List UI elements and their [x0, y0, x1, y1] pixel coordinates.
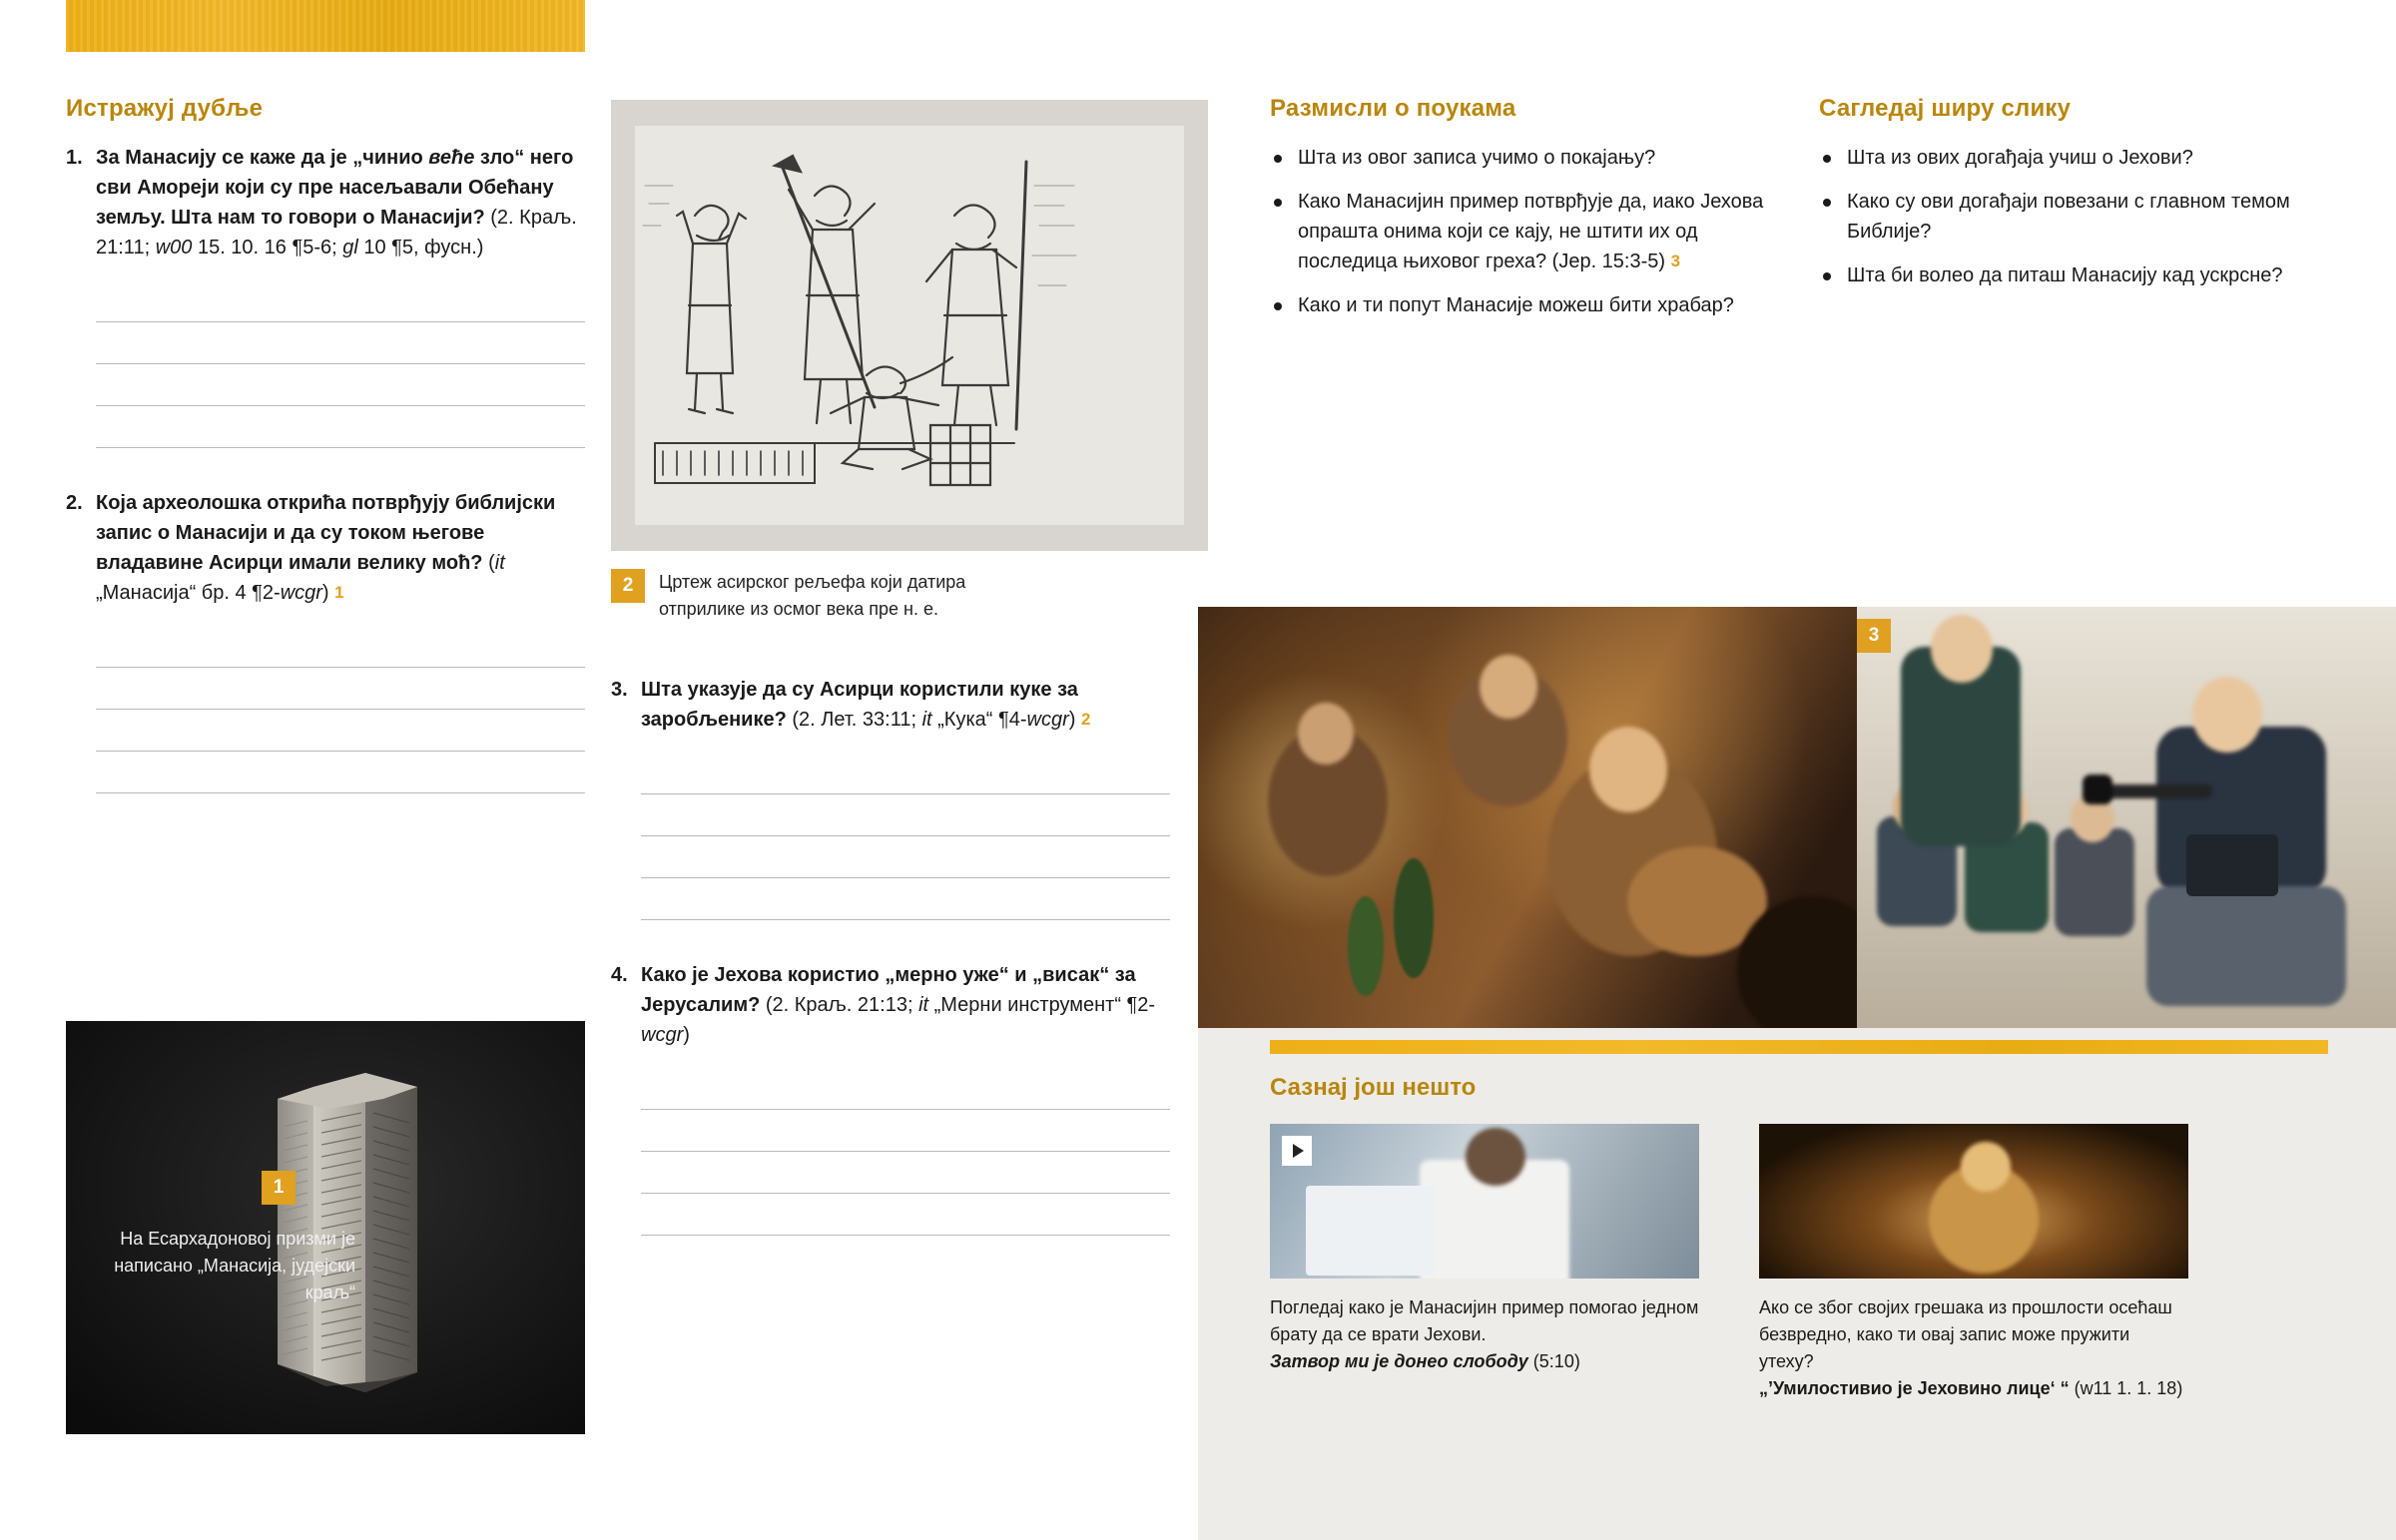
- assyrian-relief-figure: [611, 100, 1208, 551]
- answer-lines-q4[interactable]: [641, 1068, 1170, 1236]
- accent-bar-texture: [66, 0, 585, 52]
- question-text: [96, 143, 585, 262]
- question-item-3: [611, 675, 1170, 735]
- question-number: 2.: [66, 492, 83, 514]
- learn-more-title: Сазнај још нешто: [1270, 1074, 1477, 1101]
- reference-italic-1: w00: [155, 237, 193, 258]
- big-picture-column: [1819, 95, 2348, 304]
- figure-1-badge: 1: [262, 1171, 296, 1205]
- figure-3-badge: 3: [1857, 619, 1891, 653]
- question-number: 4.: [611, 964, 628, 986]
- tablet: [2186, 834, 2278, 896]
- answer-line[interactable]: [96, 280, 585, 322]
- answer-line[interactable]: [96, 322, 585, 364]
- question-number: 1.: [66, 147, 83, 169]
- learn-more-item-article[interactable]: [1759, 1124, 2188, 1402]
- answer-lines-q3[interactable]: [641, 753, 1170, 920]
- reference-italic-2: gl: [342, 237, 358, 258]
- learn-more-item-video[interactable]: [1270, 1124, 1699, 1402]
- figure-marker: 1: [334, 583, 344, 602]
- reference-end: ): [1068, 709, 1076, 731]
- passenger-head: [1480, 655, 1537, 719]
- reference-end: 10 ¶5, фусн.): [357, 237, 484, 258]
- standing-brother-head: [1931, 615, 1993, 683]
- question-bold-b: зло“ него сви Амореји који су пре насељавали Обећану земљу. Шта нам то говори о Манасији?: [96, 147, 574, 229]
- question-item-4: [611, 960, 1170, 1050]
- answer-line[interactable]: [641, 753, 1170, 794]
- reference-italic-1: it: [921, 709, 932, 731]
- question-bold: Како је Јехова користио „мерно уже“ и „висак“ за Јерусалим?: [641, 964, 1136, 1016]
- answer-line[interactable]: [96, 626, 585, 668]
- reference-open: (: [482, 552, 495, 574]
- question-bold-a: За Манасију се каже да је „чинио: [96, 147, 429, 169]
- lesson-text: Како Манасијин пример потврђује да, иако Јехова опрашта онима који се кају, не штити их од последица њиховог греха? (Јер. 15:3-5): [1298, 191, 1764, 272]
- answer-line[interactable]: [96, 668, 585, 710]
- answer-line[interactable]: [96, 406, 585, 448]
- answer-line[interactable]: [641, 836, 1170, 878]
- audience-person: [2055, 828, 2134, 936]
- reference-italic-2: wcgr: [1026, 709, 1069, 731]
- answer-line[interactable]: [641, 794, 1170, 836]
- answer-line[interactable]: [96, 364, 585, 406]
- list-item: [1270, 143, 1799, 173]
- reference-end: ): [683, 1024, 690, 1046]
- figure-2-caption-row: [611, 569, 1040, 623]
- question-text: [96, 488, 585, 608]
- passenger-head: [1298, 703, 1354, 765]
- question-item-2: [66, 488, 585, 608]
- microphone-icon: [2083, 774, 2112, 804]
- assyrian-relief-image: [635, 126, 1184, 525]
- big-picture-text: Шта из ових догађаја учиш о Јехови?: [1847, 147, 2193, 169]
- lesson-text: Шта из овог записа учимо о покајању?: [1298, 147, 1656, 169]
- seated-brother-head: [2192, 677, 2262, 753]
- reference-mid: „Кука“ ¶4-: [931, 709, 1027, 731]
- question-bold: Која археолошка открића потврђују библијски запис о Манасији и да су током његове владавине Асирци имали велику моћ?: [96, 492, 556, 574]
- person-head: [1466, 1128, 1525, 1186]
- question-item-1: [66, 143, 585, 262]
- lessons-title: Размисли о поукама: [1270, 95, 1516, 122]
- question-bold: Шта указује да су Асирци користили куке за заробљенике?: [641, 679, 1078, 731]
- top-accent-bar: [66, 0, 585, 52]
- dig-deeper-column: [66, 95, 585, 833]
- driver-head: [1589, 727, 1667, 812]
- article-reference: (w11 1. 1. 18): [2069, 1378, 2183, 1398]
- open-book: [1306, 1186, 1436, 1276]
- learn-more-items: [1270, 1124, 2338, 1402]
- reference-italic-1: it: [918, 994, 929, 1016]
- figure-3-photo: [1198, 607, 2396, 1028]
- video-duration: (5:10): [1527, 1351, 1580, 1371]
- mid-questions-column: [611, 675, 1170, 1276]
- video-title: Затвор ми је донео слободу: [1270, 1351, 1528, 1371]
- article-description: [1759, 1294, 2188, 1402]
- play-triangle: [1293, 1144, 1304, 1158]
- big-picture-text: Шта би волео да питаш Манасију кад ускрсне?: [1847, 264, 2283, 286]
- article-desc-text: Ако се због својих грешака из прошлости осећаш безвредно, како ти овај запис може пружити утеху?: [1759, 1297, 2172, 1371]
- reference-italic-2: wcgr: [641, 1024, 684, 1046]
- learn-more-accent-bar: [1270, 1040, 2328, 1054]
- car-scene-photo: [1198, 607, 1857, 1028]
- reference-open: (2. Краљ. 21:13;: [760, 994, 919, 1016]
- wheelchair: [2146, 886, 2346, 1006]
- reference-end: ): [321, 582, 329, 604]
- answer-line[interactable]: [96, 710, 585, 752]
- play-icon[interactable]: [1282, 1136, 1312, 1166]
- video-description: [1270, 1294, 1699, 1375]
- video-desc-text: Погледај како је Манасијин пример помогао једном брату да се врати Јехови.: [1270, 1297, 1699, 1344]
- bottle: [1394, 858, 1434, 978]
- relief-drawing: [635, 126, 1184, 525]
- lessons-list: [1270, 143, 1799, 320]
- big-picture-title: Сагледај ширу слику: [1819, 95, 2072, 122]
- big-picture-list: [1819, 143, 2348, 290]
- reference-italic-1: it: [494, 552, 505, 574]
- big-picture-text: Како су ови догађаји повезани с главном темом Библије?: [1847, 191, 2290, 243]
- figure-1-caption: На Есархадоновој призми је написано „Манасија, јудејски краљ“: [114, 1229, 355, 1302]
- answer-lines-q1[interactable]: [96, 280, 585, 448]
- answer-line[interactable]: [641, 1152, 1170, 1194]
- list-item: [1270, 187, 1799, 276]
- figure-marker: 2: [1080, 710, 1091, 729]
- lesson-text: Како и ти попут Манасије можеш бити храбар?: [1298, 294, 1734, 316]
- answer-line[interactable]: [641, 1194, 1170, 1236]
- reference-open: (2. Краљ. 21:11;: [96, 207, 577, 258]
- think-about-lessons-column: [1270, 95, 1799, 334]
- list-item: [1270, 290, 1799, 320]
- list-item: [1819, 260, 2348, 290]
- figure-marker: 3: [1670, 252, 1681, 270]
- answer-line[interactable]: [641, 1068, 1170, 1110]
- video-thumbnail[interactable]: [1270, 1124, 1699, 1279]
- answer-lines-q2[interactable]: [96, 626, 585, 793]
- question-text: [641, 960, 1170, 1050]
- reference-open: (2. Лет. 33:11;: [786, 709, 922, 731]
- list-item: [1819, 187, 2348, 247]
- esarhaddon-prism-figure: [66, 1021, 585, 1434]
- list-item: [1819, 143, 2348, 173]
- reference-mid: 15. 10. 16 ¶5-6;: [192, 237, 343, 258]
- question-number: 3.: [611, 679, 628, 701]
- question-italic-a: веће: [428, 147, 475, 169]
- reference-mid: „Мерни инструмент“ ¶2-: [928, 994, 1156, 1016]
- dig-deeper-title: Истражуј дубље: [66, 95, 264, 122]
- bottle: [1348, 896, 1384, 996]
- article-title: „’Умилостивио је Јеховино лице‘ “: [1759, 1378, 2070, 1398]
- reference-mid: „Манасија“ бр. 4 ¶2-: [96, 582, 281, 604]
- reference-italic-2: wcgr: [280, 582, 322, 604]
- article-thumbnail[interactable]: [1759, 1124, 2188, 1279]
- meeting-hall-photo: [1857, 607, 2396, 1028]
- answer-line[interactable]: [96, 752, 585, 793]
- figure-2-badge: 2: [611, 569, 645, 603]
- figure-2-caption: Цртеж асирског рељефа који датира отприлике из осмог века пре н. е.: [659, 572, 966, 619]
- answer-line[interactable]: [641, 1110, 1170, 1152]
- figure-head: [1961, 1142, 2011, 1192]
- question-text: [641, 675, 1170, 735]
- answer-line[interactable]: [641, 878, 1170, 920]
